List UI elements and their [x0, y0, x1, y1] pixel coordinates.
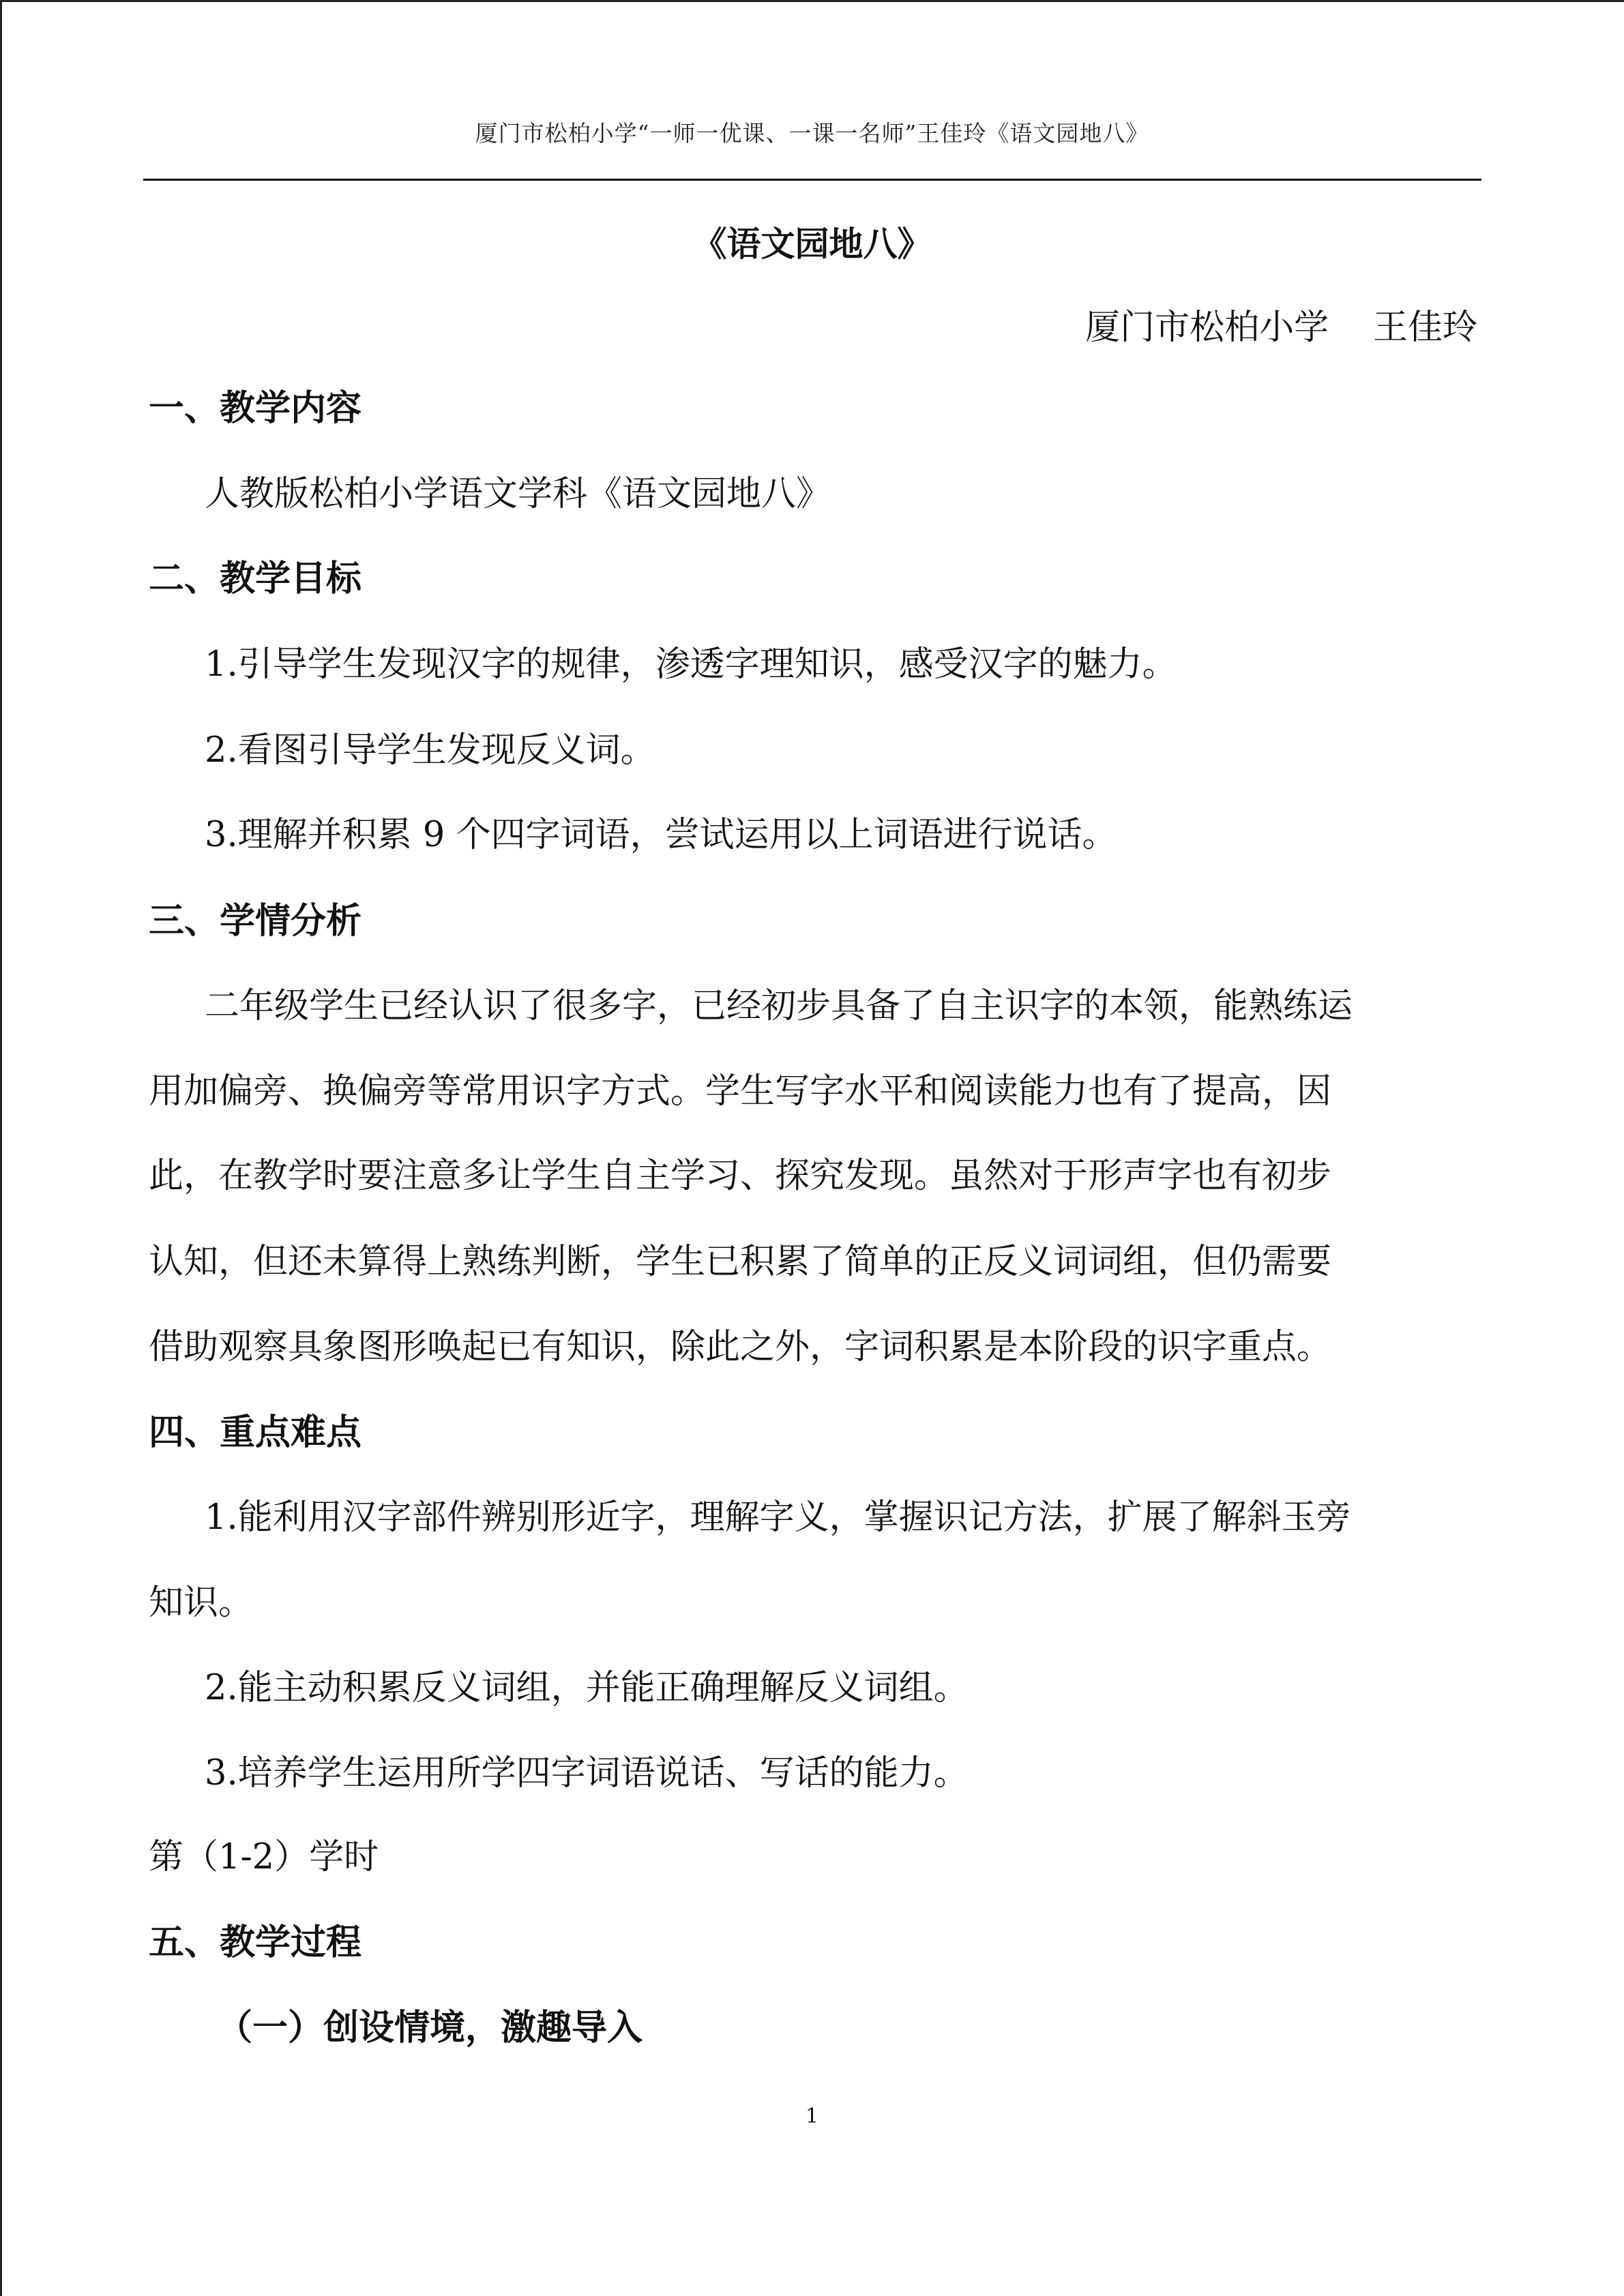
section-heading-analysis: 三、学情分析	[149, 901, 362, 942]
analysis-line-5: 借助观察具象图形唤起已有知识，除此之外，字词积累是本阶段的识字重点。	[149, 1327, 1332, 1367]
goal-item-1: 1.引导学生发现汉字的规律，渗透字理知识，感受汉字的魅力。	[205, 644, 1177, 685]
goal-item-2: 2.看图引导学生发现反义词。	[205, 730, 655, 771]
page-number: 1	[805, 2104, 819, 2128]
author-line: 厦门市松柏小学 王佳玲	[1085, 308, 1477, 348]
analysis-line-1: 二年级学生已经认识了很多字，已经初步具备了自主识字的本领，能熟练运	[205, 986, 1353, 1026]
analysis-line-3: 此，在教学时要注意多让学生自主学习、探究发现。虽然对于形声字也有初步	[149, 1156, 1332, 1196]
goal-item-3: 3.理解并积累 9 个四字词语，尝试运用以上词语进行说话。	[205, 815, 1117, 855]
section-heading-content: 一、教学内容	[149, 388, 362, 429]
key-point-3: 3.培养学生运用所学四字词语说话、写话的能力。	[205, 1753, 969, 1793]
section-heading-process: 五、教学过程	[149, 1922, 362, 1963]
section-heading-goals: 二、教学目标	[149, 558, 362, 599]
analysis-line-2: 用加偏旁、换偏旁等常用识字方式。学生写字水平和阅读能力也有了提高，因	[149, 1071, 1332, 1112]
process-subheading-1: （一）创设情境，激趣导入	[217, 2008, 643, 2048]
content-text: 人教版松柏小学语文学科《语文园地八》	[205, 474, 831, 514]
key-point-2: 2.能主动积累反义词组，并能正确理解反义词组。	[205, 1668, 969, 1708]
key-point-1-line-2: 知识。	[149, 1583, 254, 1623]
key-point-1-line-1: 1.能利用汉字部件辨别形近字，理解字义，掌握识记方法，扩展了解斜玉旁	[205, 1497, 1351, 1538]
header-divider	[143, 179, 1481, 181]
running-header: 厦门市松柏小学“一师一优课、一课一名师”王佳玲《语文园地八》	[475, 120, 1149, 147]
document-title: 《语文园地八》	[692, 224, 932, 264]
section-heading-key-points: 四、重点难点	[149, 1412, 362, 1453]
period-label: 第（1-2）学时	[149, 1837, 379, 1877]
analysis-line-4: 认知，但还未算得上熟练判断，学生已积累了简单的正反义词词组，但仍需要	[149, 1242, 1332, 1282]
